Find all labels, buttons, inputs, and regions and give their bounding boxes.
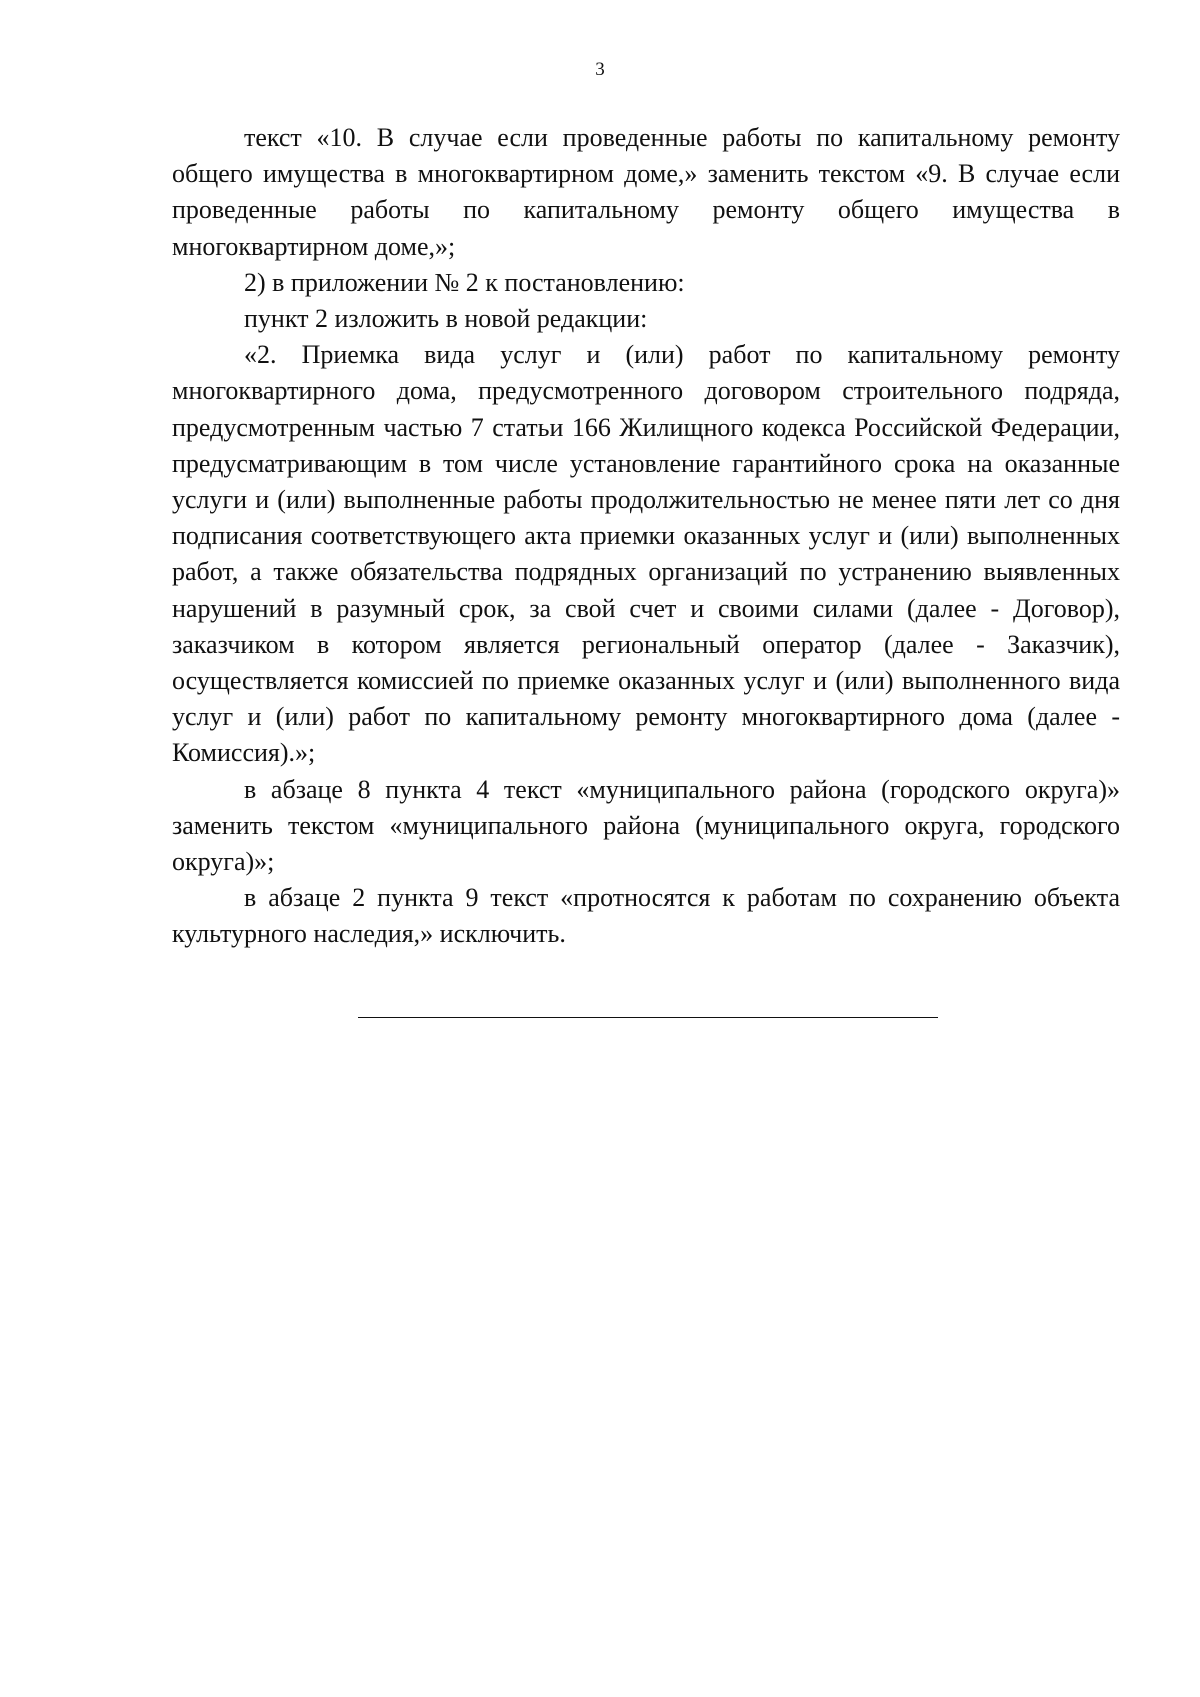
paragraph-point-2-intro: пункт 2 изложить в новой редакции: bbox=[244, 304, 648, 334]
paragraph-point-2-text: «2. Приемка вида услуг и (или) работ по капитальному ремонту многоквартирного дома, предусмотренного договором строительного подряда, предусмотренным частью 7 статьи 166 Жилищного кодекса Российской Федерации, предусматривающим в том числе установление гарантийного срока на оказанные услуги и (или) выполненные работы продолжительностью не менее пяти лет со дня подписания соответствующего акта приемки оказанных услуг и (или) выполненных работ, а также обязательства подрядных организаций по устранению выявленных нарушений в разумный срок, за свой счет и своими силами (далее - Договор), заказчиком в котором является региональный оператор (далее - Заказчик), осуществляется комиссией по приемке оказанных услуг и (или) выполненного вида услуг и (или) работ по капитальному ремонту многоквартирного дома (далее - Комиссия).»; bbox=[172, 340, 1120, 768]
document-body bbox=[172, 120, 1120, 953]
paragraph-appendix-2: 2) в приложении № 2 к постановлению: bbox=[244, 267, 685, 297]
paragraph-point-4-amendment: в абзаце 8 пункта 4 текст «муниципального района (городского округа)» заменить текстом «муниципального района (муниципального округа, городского округа)»; bbox=[172, 774, 1120, 877]
end-of-document-rule bbox=[358, 1017, 938, 1018]
paragraph-point-9-amendment: в абзаце 2 пункта 9 текст «протносятся к работам по сохранению объекта культурного наследия,» исключить. bbox=[172, 883, 1120, 949]
page-number: 3 bbox=[595, 59, 605, 80]
paragraph-text-replacement: текст «10. В случае если проведенные работы по капитальному ремонту общего имущества в многоквартирном доме,» заменить текстом «9. В случае если проведенные работы по капитальному ремонту общего имущества в многоквартирном доме,»; bbox=[172, 123, 1120, 261]
